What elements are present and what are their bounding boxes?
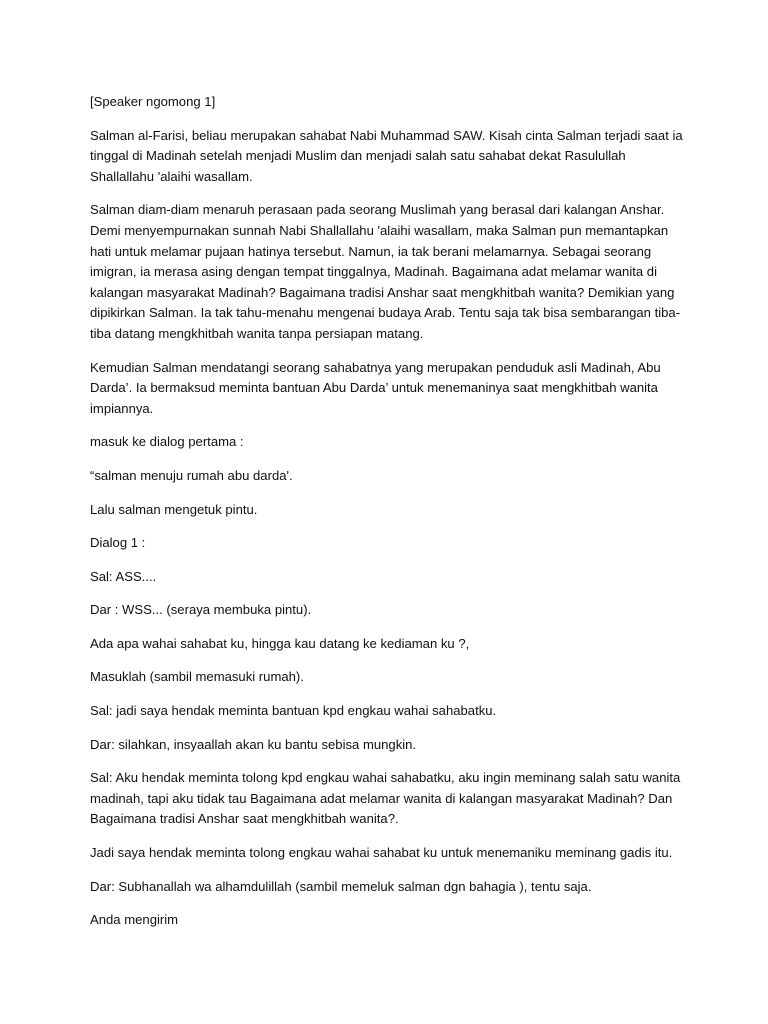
dialog-line: Dar: silahkan, insyaallah akan ku bantu sebisa mungkin. bbox=[90, 736, 417, 752]
dialog-line: Sal: Aku hendak meminta tolong kpd engkau wahai sahabatku, aku ingin meminang salah satu wanita madinah, tapi aku tidak tau Bagaimana adat melamar wanita di kalangan masyarakat Madinah? Dan Bagaimana tradisi Anshar saat mengkhitbah wanita?. bbox=[90, 770, 681, 827]
dialog-line: Dar : WSS... (seraya membuka pintu). bbox=[90, 602, 312, 618]
intro-paragraph: Salman al-Farisi, beliau merupakan sahabat Nabi Muhammad SAW. Kisah cinta Salman terjadi saat ia tinggal di Madinah setelah menjadi Muslim dan menjadi salah satu sahabat dekat Rasulullah Shallallahu 'alaihi wasallam. bbox=[90, 127, 683, 184]
scene-direction: Lalu salman mengetuk pintu. bbox=[90, 501, 258, 517]
trailing-text: Anda mengirim bbox=[90, 912, 179, 928]
scene-direction: “salman menuju rumah abu darda'. bbox=[90, 467, 293, 483]
document-page bbox=[90, 92, 690, 944]
section-label: masuk ke dialog pertama : bbox=[90, 434, 244, 450]
speaker-heading: [Speaker ngomong 1] bbox=[90, 94, 216, 109]
story-paragraph: Salman diam-diam menaruh perasaan pada seorang Muslimah yang berasal dari kalangan Anshar. Demi menyempurnakan sunnah Nabi Shallallahu 'alaihi wasallam, maka Salman pun memantapkan hati untuk melamar pujaan hatinya tersebut. Namun, ia tak berani melamarnya. Sebagai seorang imigran, ia merasa asing dengan tempat tinggalnya, Madinah. Bagaimana adat melamar wanita di kalangan masyarakat Madinah? Bagaimana tradisi Anshar saat mengkhitbah wanita? Demikian yang dipikirkan Salman. Ia tak tahu-menahu mengenai budaya Arab. Tentu saja tak bisa sembarangan tiba-tiba datang mengkhitbah wanita tanpa persiapan matang. bbox=[90, 202, 681, 341]
dialog-heading: Dialog 1 : bbox=[90, 535, 146, 551]
story-paragraph: Kemudian Salman mendatangi seorang sahabatnya yang merupakan penduduk asli Madinah, Abu Darda’. Ia bermaksud meminta bantuan Abu Darda’ untuk menemaninya saat mengkhitbah wanita impiannya. bbox=[90, 359, 661, 416]
dialog-line: Ada apa wahai sahabat ku, hingga kau datang ke kediaman ku ?, bbox=[90, 635, 470, 651]
dialog-line: Sal: ASS.... bbox=[90, 568, 157, 584]
dialog-line: Jadi saya hendak meminta tolong engkau wahai sahabat ku untuk menemaniku meminang gadis itu. bbox=[90, 845, 673, 861]
dialog-line: Dar: Subhanallah wa alhamdulillah (sambil memeluk salman dgn bahagia ), tentu saja. bbox=[90, 878, 592, 894]
dialog-line: Masuklah (sambil memasuki rumah). bbox=[90, 669, 304, 685]
dialog-line: Sal: jadi saya hendak meminta bantuan kpd engkau wahai sahabatku. bbox=[90, 703, 497, 719]
